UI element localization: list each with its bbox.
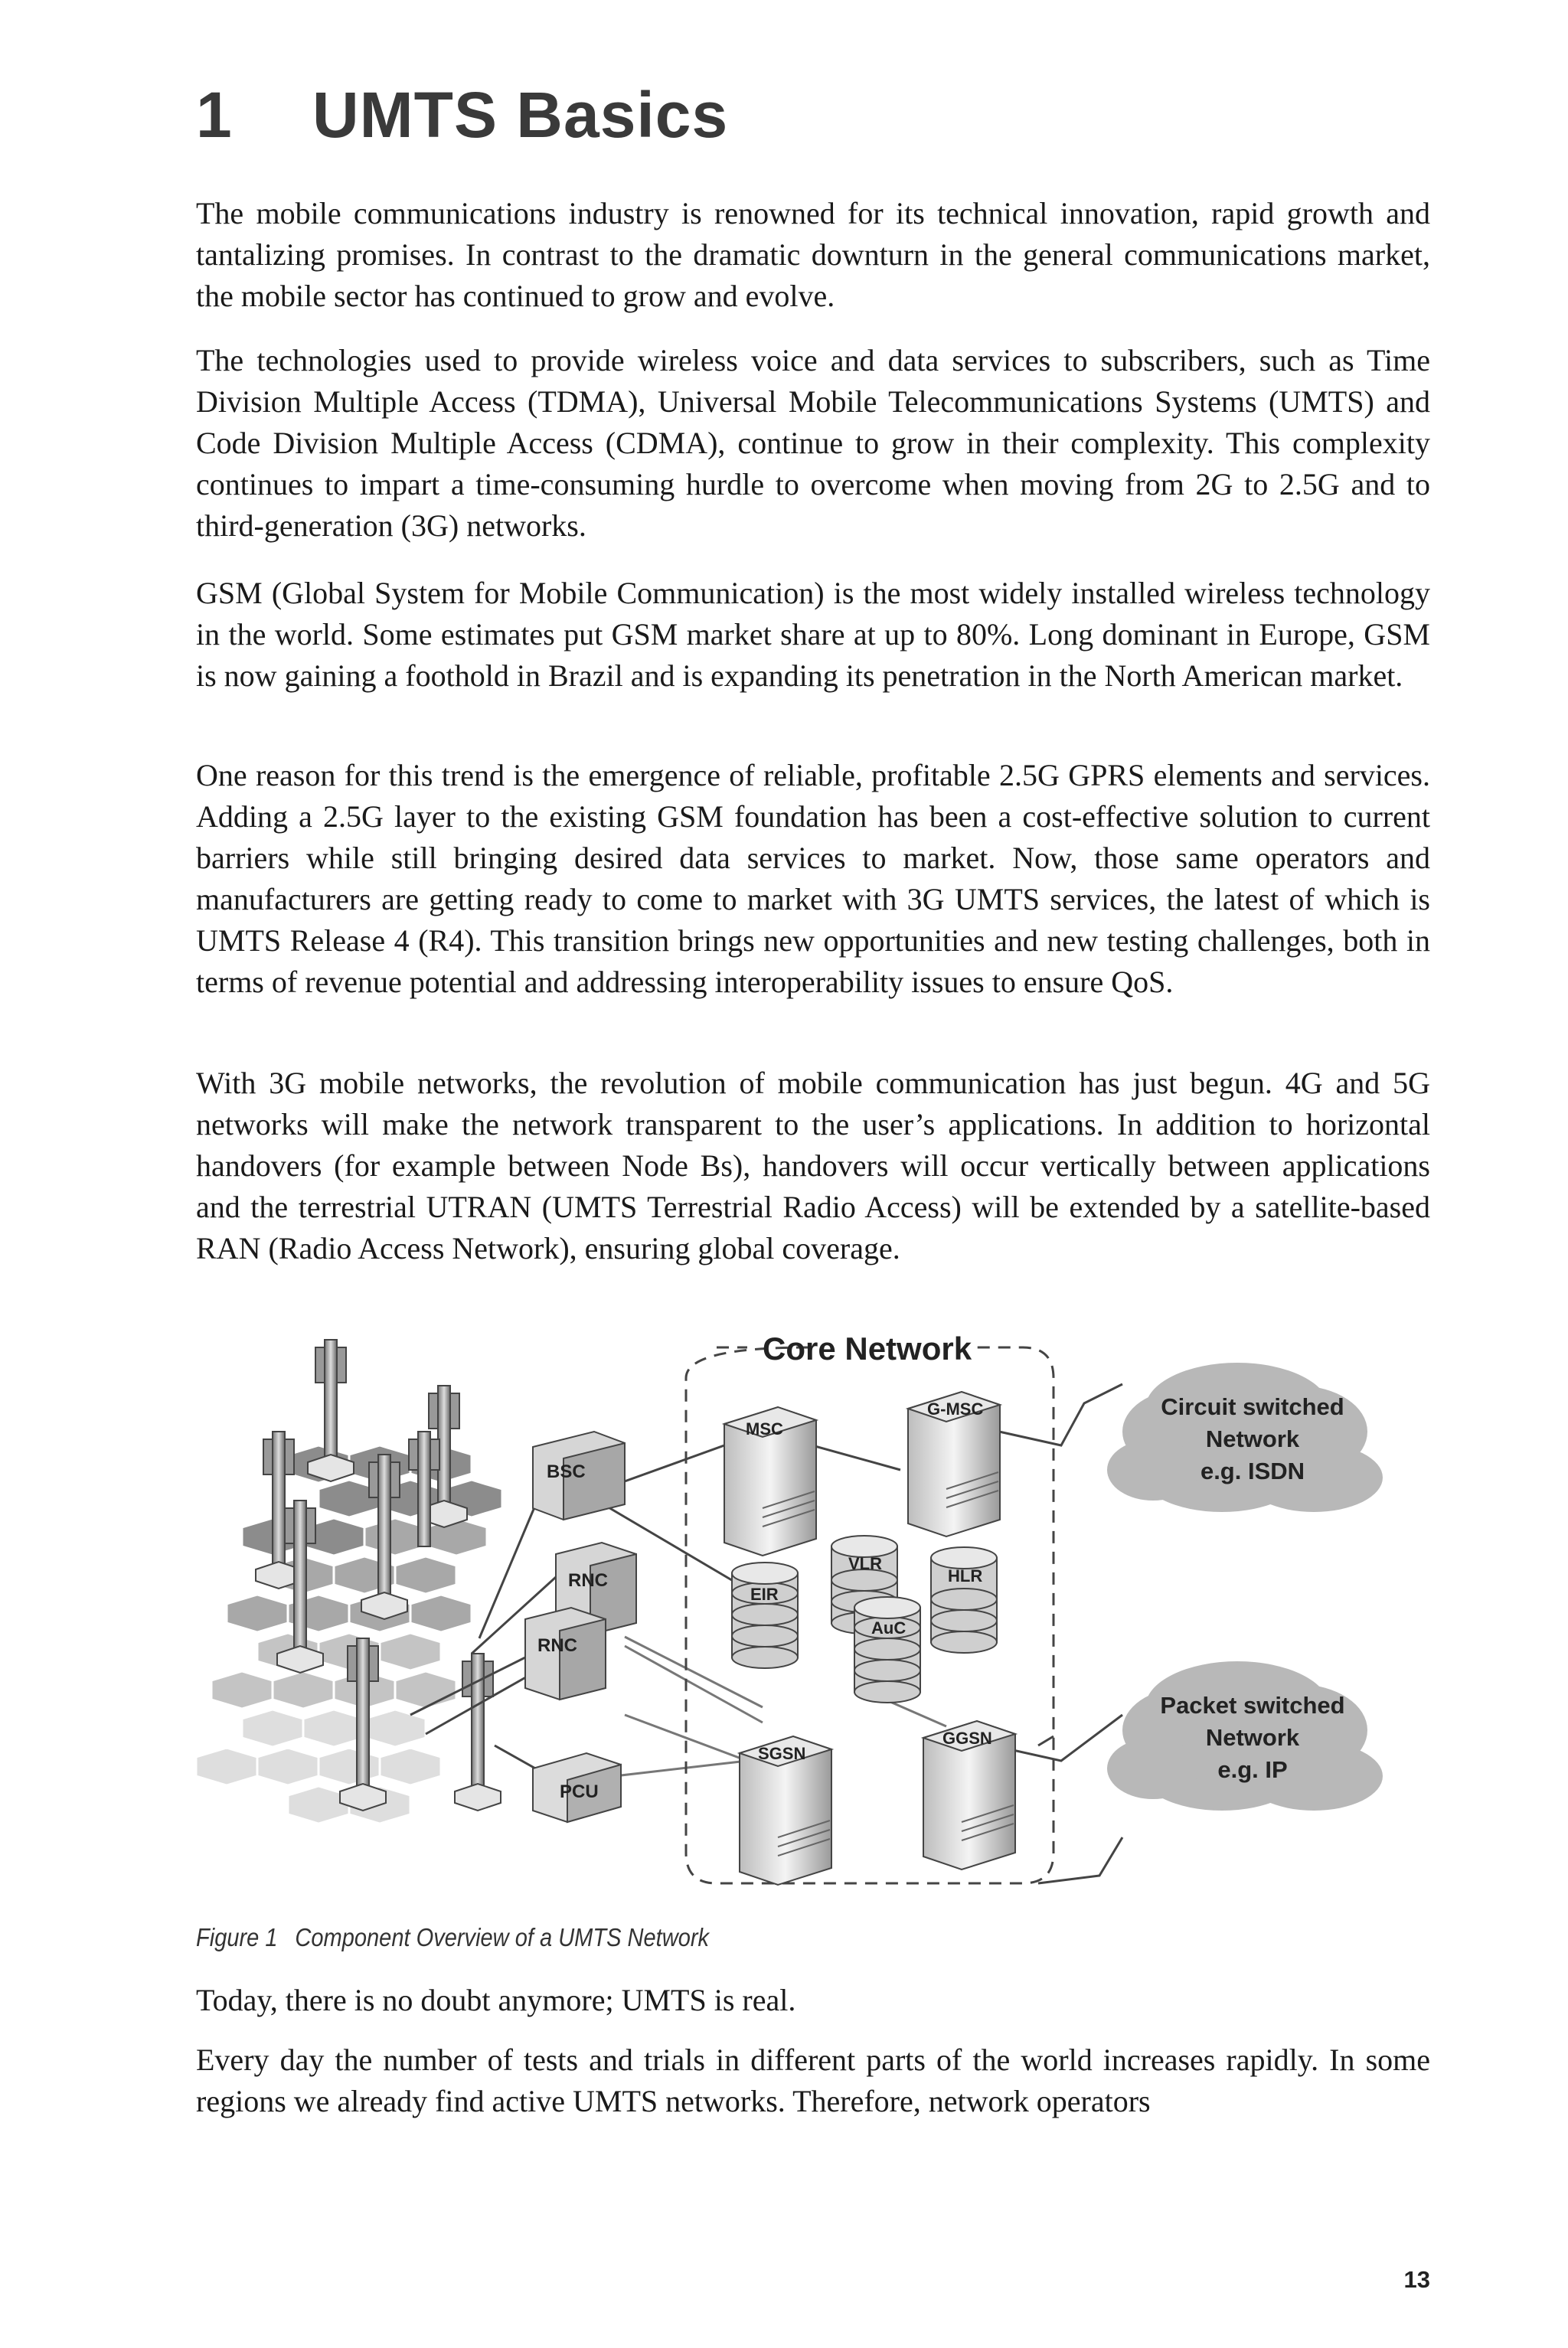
gmsc-server <box>908 1392 1000 1536</box>
rnc-label: RNC <box>568 1570 608 1591</box>
packet-cloud-line2: Network <box>1205 1724 1300 1751</box>
chapter-title <box>196 79 729 151</box>
vlr-label: VLR <box>848 1554 882 1573</box>
paragraph-4: One reason for this trend is the emergence of reliable, profitable 2.5G GPRS elements and services. Adding a 2.5G layer to the existing GSM foundation has been a cost-effective solution to current barriers while still bringing desired data services to market. Now, those same operators and manufacturers are getting ready to come to market with 3G UMTS services, the latest of which is UMTS Release 4 (R4). This transition brings new opportunities and new testing challenges, both in terms of revenue potential and addressing interoperability issues to ensure QoS. <box>196 758 1430 999</box>
paragraph-7: Every day the number of tests and trials in different parts of the world increases rapidly. In some regions we already find active UMTS networks. Therefore, network operators <box>196 2043 1430 2118</box>
paragraph-5: With 3G mobile networks, the revolution of mobile communication has just begun. 4G and 5G networks will make the network transparent to the user’s applications. In addition to horizontal handovers (for example between Node Bs), handovers will occur vertically between applications and the terrestrial UTRAN (UMTS Terrestrial Radio Access) will be extended by a satellite-based RAN (Radio Access Network), ensuring global coverage. <box>196 1066 1430 1265</box>
umts-network-figure <box>196 1317 1430 1899</box>
circuit-cloud-line1: Circuit switched <box>1161 1393 1344 1420</box>
paragraph-3: GSM (Global System for Mobile Communication) is the most widely installed wireless technology in the world. Some estimates put GSM market share at up to 80%. Long dominant in Europe, GSM is now gaining a foothold in Brazil and is expanding its penetration in the North American market. <box>196 576 1430 693</box>
figure-caption-number: Figure 1 <box>196 1923 278 1951</box>
ggsn-label: GGSN <box>942 1729 992 1748</box>
sgsn-server <box>740 1736 831 1885</box>
rnc-node <box>525 1608 606 1700</box>
circuit-cloud-line3: e.g. ISDN <box>1200 1458 1305 1484</box>
msc-server <box>724 1407 816 1556</box>
packet-cloud-line3: e.g. IP <box>1217 1756 1288 1783</box>
gmsc-label: G-MSC <box>927 1399 984 1419</box>
packet-switched-cloud <box>1107 1661 1383 1811</box>
auc-database <box>854 1597 920 1703</box>
chapter-number: 1 <box>196 79 233 151</box>
packet-cloud-line1: Packet switched <box>1160 1692 1345 1719</box>
msc-label: MSC <box>746 1419 783 1439</box>
figure-caption <box>196 1923 709 1952</box>
pcu-label: PCU <box>560 1781 599 1802</box>
bsc-node <box>533 1432 625 1520</box>
core-network-label: Core Network <box>763 1331 972 1367</box>
hlr-database <box>931 1547 997 1653</box>
figure-caption-text: Component Overview of a UMTS Network <box>295 1923 710 1951</box>
hlr-label: HLR <box>948 1566 983 1585</box>
antenna-icon <box>455 1654 501 1811</box>
ggsn-server <box>923 1721 1015 1870</box>
rnc-label: RNC <box>537 1635 577 1656</box>
radio-cells <box>196 1445 502 1824</box>
bsc-label: BSC <box>547 1461 586 1482</box>
page-number: 13 <box>1403 2266 1430 2293</box>
eir-label: EIR <box>750 1585 779 1604</box>
circuit-switched-cloud <box>1107 1363 1383 1512</box>
paragraph-2: The technologies used to provide wireless voice and data services to subscribers, such as Time Division Multiple Access (TDMA), Universal Mobile Telecommunications Systems (UMTS) and Code Division Multiple Access (CDMA), continue to grow in their complexity. This complexity continues to impart a time-consuming hurdle to overcome when moving from 2G to 2.5G and to third-generation (3G) networks. <box>196 343 1430 543</box>
sgsn-label: SGSN <box>758 1744 806 1763</box>
paragraph-1: The mobile communications industry is renowned for its technical innovation, rapid growth and tantalizing promises. In contrast to the dramatic downturn in the general communications market, the mobile sector has continued to grow and evolve. <box>196 196 1430 313</box>
eir-database <box>732 1563 798 1668</box>
paragraph-6: Today, there is no doubt anymore; UMTS is real. <box>196 1983 796 2017</box>
pcu-node <box>533 1753 621 1822</box>
circuit-cloud-line2: Network <box>1205 1425 1300 1452</box>
auc-label: AuC <box>871 1618 906 1638</box>
chapter-title-text: UMTS Basics <box>312 79 729 151</box>
antenna-icon <box>308 1340 354 1481</box>
